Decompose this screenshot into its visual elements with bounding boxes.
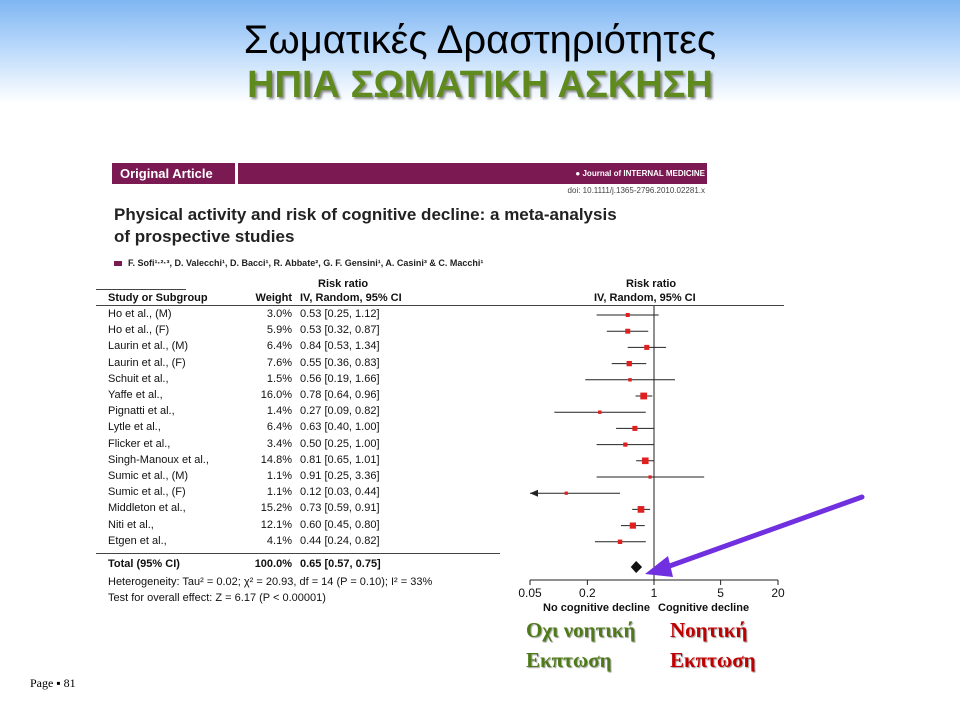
- study-name: Yaffe et al.,: [108, 389, 163, 401]
- study-ci: 0.27 [0.09, 0.82]: [300, 405, 380, 418]
- annotation-decline-line1: Νοητική: [670, 618, 748, 642]
- study-ci: 0.55 [0.36, 0.83]: [300, 356, 380, 369]
- study-weight: 3.4%: [266, 437, 292, 450]
- heterogeneity-text: Heterogeneity: Tau² = 0.02; χ² = 20.93, df = 14 (P = 0.10); I² = 33%: [108, 576, 433, 588]
- ci-arrow: [530, 490, 538, 497]
- study-name: Pignatti et al.,: [108, 405, 175, 418]
- x-label-left: No cognitive decline: [543, 602, 650, 614]
- plot-header-subtitle: IV, Random, 95% CI: [594, 292, 696, 304]
- slide-title: Σωματικές Δραστηριότητες: [243, 18, 717, 62]
- overall-effect-text: Test for overall effect: Z = 6.17 (P < 0.00001): [108, 592, 326, 604]
- x-tick-label: 0.2: [579, 586, 596, 600]
- x-tick-label: 1: [650, 586, 658, 600]
- study-weight: 4.1%: [266, 534, 292, 547]
- study-weight: 1.1%: [266, 470, 292, 482]
- article-type-label: Original Article: [112, 163, 238, 184]
- annotation-no-decline-line2: Εκπτωση: [526, 648, 612, 672]
- plot-header-title: Risk ratio: [626, 278, 677, 290]
- study-weight: 12.1%: [260, 518, 292, 531]
- col-header-weight: Weight: [255, 292, 292, 304]
- study-ci: 0.81 [0.65, 1.01]: [300, 453, 380, 466]
- study-name: Lytle et al.,: [108, 421, 161, 434]
- study-name: Ho et al., (F): [108, 324, 170, 337]
- total-weight: 100.0%: [254, 558, 292, 570]
- study-ci: 0.78 [0.64, 0.96]: [300, 389, 380, 401]
- study-weight: 1.4%: [266, 405, 292, 418]
- study-weight: 6.4%: [266, 340, 292, 353]
- study-ci: 0.44 [0.24, 0.82]: [300, 534, 380, 547]
- study-name: Laurin et al., (F): [108, 356, 186, 369]
- study-ci: 0.60 [0.45, 0.80]: [300, 518, 380, 531]
- annotation-decline-line2: Εκπτωση: [670, 648, 756, 672]
- point-estimate: [565, 492, 568, 495]
- pooled-diamond: [631, 561, 642, 573]
- study-name: Niti et al.,: [108, 518, 154, 531]
- study-ci: 0.53 [0.25, 1.12]: [300, 308, 380, 320]
- x-label-right: Cognitive decline: [658, 602, 750, 614]
- point-estimate: [626, 313, 630, 317]
- point-estimate: [642, 457, 649, 464]
- study-name: Schuit et al.,: [108, 372, 169, 385]
- study-name: Middleton et al.,: [108, 502, 186, 515]
- page-label: Page ▪ 81: [30, 676, 76, 690]
- paper-title-line2: of prospective studies: [114, 227, 295, 246]
- x-tick-label: 0.05: [518, 586, 542, 600]
- study-ci: 0.53 [0.32, 0.87]: [300, 324, 380, 337]
- study-name: Singh-Manoux et al.,: [108, 453, 209, 466]
- point-estimate: [630, 523, 636, 529]
- annotation-no-decline-line1: Οχι νοητική: [526, 618, 636, 642]
- highlight-arrow-head: [645, 556, 673, 577]
- study-ci: 0.63 [0.40, 1.00]: [300, 421, 380, 434]
- study-ci: 0.84 [0.53, 1.34]: [300, 340, 380, 353]
- study-name: Etgen et al.,: [108, 534, 167, 547]
- study-name: Sumic et al., (M): [108, 470, 189, 482]
- study-weight: 3.0%: [266, 308, 292, 320]
- point-estimate: [627, 361, 632, 366]
- study-ci: 0.91 [0.25, 3.36]: [300, 470, 380, 482]
- col-header-study: Study or Subgroup: [108, 292, 208, 304]
- study-ci: 0.73 [0.59, 0.91]: [300, 502, 380, 515]
- point-estimate: [625, 329, 630, 334]
- study-name: Laurin et al., (M): [108, 340, 189, 353]
- study-weight: 16.0%: [260, 389, 292, 401]
- paper-title-line1: Physical activity and risk of cognitive decline: a meta-analysis: [114, 205, 617, 224]
- col-header-ci: IV, Random, 95% CI: [300, 292, 402, 304]
- study-name: Flicker et al.,: [108, 437, 171, 450]
- point-estimate: [618, 540, 622, 544]
- point-estimate: [623, 442, 627, 446]
- study-weight: 1.1%: [266, 486, 292, 499]
- study-weight: 5.9%: [266, 324, 292, 337]
- point-estimate: [632, 426, 637, 431]
- study-ci: 0.50 [0.25, 1.00]: [300, 437, 380, 450]
- total-label: Total (95% CI): [108, 558, 180, 570]
- journal-name: ● Journal of INTERNAL MEDICINE: [575, 169, 705, 178]
- study-name: Sumic et al., (F): [108, 486, 186, 499]
- point-estimate: [628, 378, 631, 381]
- point-estimate: [648, 475, 651, 478]
- point-estimate: [644, 345, 649, 350]
- highlight-arrow: [664, 497, 862, 568]
- slide-subtitle: ΗΠΙΑ ΣΩΜΑΤΙΚΗ ΑΣΚΗΣΗ: [247, 64, 713, 106]
- total-ci: 0.65 [0.57, 0.75]: [300, 558, 381, 570]
- point-estimate: [640, 393, 647, 400]
- study-ci: 0.56 [0.19, 1.66]: [300, 372, 380, 385]
- authors-text: F. Sofi¹·²·³, D. Valecchi¹, D. Bacci¹, R. Abbate², G. F. Gensini¹, A. Casini³ & C. Macchi¹: [128, 258, 484, 268]
- study-weight: 15.2%: [260, 502, 292, 515]
- study-name: Ho et al., (M): [108, 308, 172, 320]
- study-weight: 14.8%: [260, 453, 292, 466]
- x-tick-label: 5: [717, 586, 724, 600]
- table-risk-ratio-header: Risk ratio: [318, 278, 369, 290]
- study-weight: 7.6%: [266, 356, 292, 369]
- doi-text: doi: 10.1111/j.1365-2796.2010.02281.x: [567, 186, 705, 195]
- study-ci: 0.12 [0.03, 0.44]: [300, 486, 380, 499]
- point-estimate: [638, 506, 645, 513]
- x-tick-label: 20: [771, 586, 785, 600]
- point-estimate: [598, 410, 601, 413]
- study-weight: 1.5%: [266, 372, 292, 385]
- study-weight: 6.4%: [266, 421, 292, 434]
